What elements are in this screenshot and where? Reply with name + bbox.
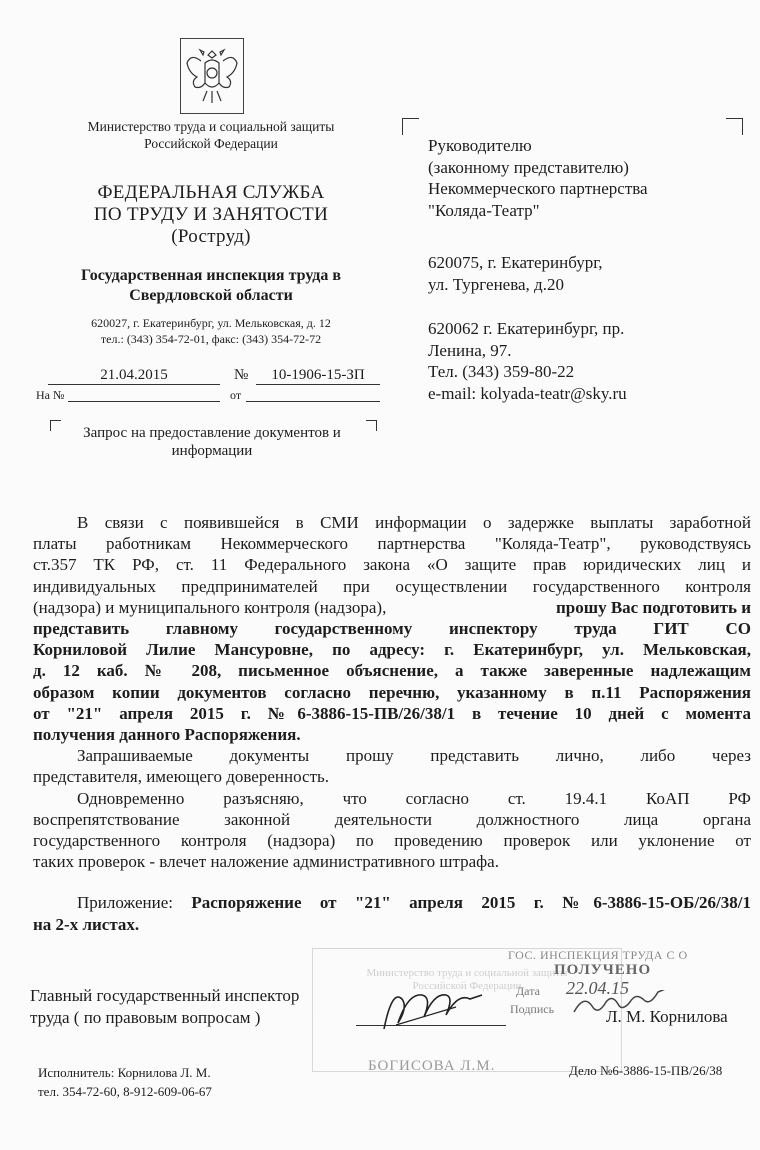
inspectorate-name: Государственная инспекция труда в Свердловской области xyxy=(80,267,342,304)
recipient-bracket-right xyxy=(726,118,743,135)
received-date-label: Дата xyxy=(516,984,540,998)
recipient-email: e-mail: kolyada-teatr@sky.ru xyxy=(428,383,627,403)
signatory-name: Л. М. Корнилова xyxy=(606,1007,728,1026)
received-stamp-word: ПОЛУЧЕНО xyxy=(554,962,652,978)
coat-of-arms-icon xyxy=(180,38,244,114)
request-emphasis: прошу Вас подготовить и xyxy=(555,597,751,617)
service-name: ФЕДЕРАЛЬНАЯ СЛУЖБА ПО ТРУДУ И ЗАНЯТОСТИ (Роструд) xyxy=(93,182,329,247)
attachment: Приложение: Распоряжение от "21" апреля 2015 г. №6-3886-15-ОБ/26/38/1 на 2-х листах. xyxy=(33,893,752,934)
recipient-bracket-left xyxy=(402,118,419,135)
received-stamp-title: ГОС. ИНСПЕКЦИЯ ТРУДА С О xyxy=(508,948,688,962)
ministry-stamp: Министерство труда и социальной защиты Российской Федерации xyxy=(312,948,622,1072)
ref-from-label: от xyxy=(230,388,242,402)
signature-icon xyxy=(376,985,496,1037)
received-sign-label: Подпись xyxy=(510,1002,555,1016)
recipient-phone: Тел. (343) 359-80-22 xyxy=(428,362,575,381)
ref-number-line xyxy=(68,401,220,402)
document-number: 10-1906-15-ЗП xyxy=(256,367,380,385)
recipient-address-1: 620075, г. Екатеринбург, ул. Тургенева, д.20 xyxy=(428,253,603,294)
paragraph-3: Одновременно разъясняю, что согласно ст. 19.4.1 КоАП РФ воспрепятствование законной деятельности должностного лица органа государственного контроля (надзора) по проведению проверок или уклонение от таких проверок - влечет наложение административного штрафа. xyxy=(33,788,751,872)
case-number: Дело №6-3886-15-ПВ/26/38 xyxy=(569,1063,723,1078)
document-subject: Запрос на предоставление документов и информации xyxy=(83,425,341,459)
paragraph-1: В связи с появившейся в СМИ информации о задержке выплаты заработной платы работникам Некоммерческого партнерства "Коляда-Театр", руководствуясь ст.357 ТК РФ, ст. 11 Федерального закона «О защите прав юридических лиц и индивидуальных предпринимателей при осуществлении государственного контроля (надзора) и муниципального контроля (надзора), прошу Вас подготовить и представить главному государственному инспектору труда ГИТ СО Корниловой Лилие Мансуровне, по адресу: г. Екатеринбург, ул. Мельковская, д. 12 каб. № 208, письменное объяснение, а также заверенные надлежащим образом копии документов согласно перечню, указанному в п.11 Распоряжения от "21" апреля 2015 г. №6-3886-15-ПВ/26/38/1 в течение 10 дней с момента получения данного Распоряжения. xyxy=(33,513,751,745)
executor-info: Исполнитель: Корнилова Л. М. тел. 354-72-60, 8-912-609-06-67 xyxy=(38,1065,212,1099)
ref-date-line xyxy=(246,401,380,402)
paragraph-2: Запрашиваемые документы прошу представить лично, либо через представителя, имеющего доверенность. xyxy=(33,746,751,787)
received-date: 22.04.15 xyxy=(566,978,629,998)
document-date: 21.04.2015 xyxy=(48,367,220,385)
ref-label: На № xyxy=(36,388,65,402)
name-stamp: БОГИСОВА Л.М. xyxy=(368,1058,496,1074)
signatory-position: Главный государственный инспектор труда ( по правовым вопросам ) xyxy=(30,986,300,1027)
recipient-address-2: 620062 г. Екатеринбург, пр. Ленина, 97. Тел. (343) 359-80-22 e-mail: kolyada-teatr@sky.ru xyxy=(428,319,627,403)
recipient-title: Руководителю (законному представителю) Некоммерческого партнерства "Коляда-Театр" xyxy=(428,136,648,220)
ministry-name: Министерство труда и социальной защиты Российской Федерации xyxy=(87,119,335,151)
number-label: № xyxy=(234,367,249,383)
sender-address: 620027, г. Екатеринбург, ул. Мельковская, д. 12 тел.: (343) 354-72-01, факс: (343) 354-72-72 xyxy=(91,316,331,346)
letter-body xyxy=(33,512,751,935)
